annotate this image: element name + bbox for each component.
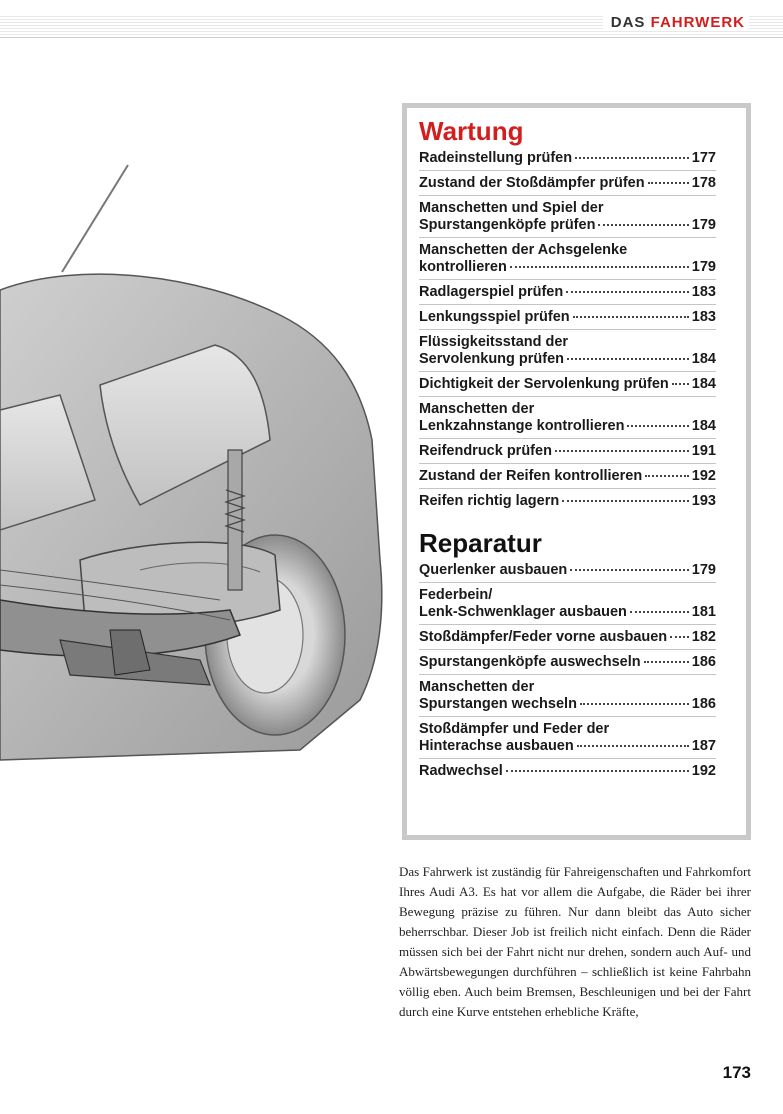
dot-leader	[627, 425, 688, 427]
section-title	[603, 14, 749, 31]
entry-separator	[419, 329, 716, 330]
entry-page-number: 178	[691, 175, 716, 191]
entry-text-line: Manschetten der Achsgelenke	[419, 242, 628, 258]
reparatur-entry[interactable]	[419, 763, 716, 780]
entry-separator	[419, 624, 716, 625]
entry-last-line	[419, 493, 716, 510]
dot-leader	[555, 450, 689, 452]
wartung-entry[interactable]	[419, 468, 716, 485]
wartung-list	[419, 150, 716, 510]
wartung-entry[interactable]	[419, 175, 716, 192]
entry-text-line: Lenkungsspiel prüfen	[419, 309, 570, 325]
entry-separator	[419, 195, 716, 196]
wartung-entry[interactable]	[419, 443, 716, 460]
entry-text-line: Lenk-Schwenklager ausbauen	[419, 604, 627, 620]
entry-text-line: Querlenker ausbauen	[419, 562, 568, 578]
dot-leader	[580, 703, 689, 705]
entry-page-number: 179	[691, 217, 716, 233]
entry-separator	[419, 438, 716, 439]
entry-separator	[419, 488, 716, 489]
entry-text-line: Stoßdämpfer/Feder vorne ausbauen	[419, 629, 668, 645]
entry-page-number: 177	[691, 150, 716, 166]
entry-text-line: Flüssigkeitsstand der	[419, 334, 569, 350]
entry-separator	[419, 716, 716, 717]
dot-leader	[648, 182, 689, 184]
dot-leader	[510, 266, 689, 268]
entry-text-line: Radlagerspiel prüfen	[419, 284, 564, 300]
contents-panel-inner	[407, 108, 746, 835]
reparatur-entry[interactable]	[419, 679, 716, 713]
wartung-entry[interactable]	[419, 150, 716, 167]
dot-leader	[577, 745, 689, 747]
wartung-entry[interactable]	[419, 376, 716, 393]
dot-leader	[645, 475, 689, 477]
dot-leader	[506, 770, 689, 772]
entry-page-number: 187	[691, 738, 716, 754]
entry-text-line: Stoßdämpfer und Feder der	[419, 721, 610, 737]
wartung-entry[interactable]	[419, 334, 716, 368]
entry-text-line: Radwechsel	[419, 763, 503, 779]
entry-text-line: Manschetten und Spiel der	[419, 200, 604, 216]
entry-separator	[419, 758, 716, 759]
entry-last-line	[419, 629, 716, 646]
entry-text-line: Servolenkung prüfen	[419, 351, 565, 367]
section-title-word2: FAHRWERK	[650, 14, 745, 31]
entry-text-line: Manschetten der	[419, 679, 535, 695]
dot-leader	[570, 569, 689, 571]
entry-last-line	[419, 309, 716, 326]
entry-last-line	[419, 284, 716, 301]
entry-page-number: 191	[691, 443, 716, 459]
entry-page-number: 182	[691, 629, 716, 645]
dot-leader	[644, 661, 689, 663]
entry-last-line	[419, 468, 716, 485]
intro-paragraph: Das Fahrwerk ist zuständig für Fahreigenschaften und Fahrkomfort Ihres Audi A3. Es hat vor allem die Aufgabe, die Räder bei ihrer Bewegung präzise zu führen. Nur dann bleibt das Auto sicher beherrschbar. Dieser Job ist freilich nicht einfach. Denn die Räder müssen sich bei der Fahrt nicht nur drehen, sondern auch Auf- und Abwärtsbewegungen durchführen – schließlich ist keine Fahrbahn völlig eben. Auch beim Bremsen, Beschleunigen und bei der Fahrt durch eine Kurve entstehen erhebliche Kräfte,	[399, 864, 751, 1019]
entry-page-number: 183	[691, 309, 716, 325]
entry-last-line	[419, 738, 716, 755]
entry-text-line: Zustand der Reifen kontrollieren	[419, 468, 643, 484]
dot-leader	[672, 383, 689, 385]
reparatur-entry[interactable]	[419, 654, 716, 671]
entry-last-line	[419, 259, 716, 276]
entry-text-line: kontrollieren	[419, 259, 507, 275]
entry-last-line	[419, 150, 716, 167]
dot-leader	[573, 316, 689, 318]
entry-page-number: 186	[691, 696, 716, 712]
entry-separator	[419, 279, 716, 280]
entry-separator	[419, 649, 716, 650]
entry-separator	[419, 396, 716, 397]
entry-last-line	[419, 763, 716, 780]
dot-leader	[562, 500, 689, 502]
reparatur-heading: Reparatur	[419, 528, 542, 558]
entry-last-line	[419, 696, 716, 713]
dot-leader	[567, 358, 689, 360]
car-suspension-illustration	[0, 140, 420, 780]
entry-last-line	[419, 217, 716, 234]
entry-text-line: Hinterachse ausbauen	[419, 738, 574, 754]
entry-text-line: Manschetten der	[419, 401, 535, 417]
entry-page-number: 183	[691, 284, 716, 300]
entry-page-number: 186	[691, 654, 716, 670]
reparatur-entry[interactable]	[419, 562, 716, 579]
page-number: 173	[722, 1063, 751, 1082]
contents-panel	[402, 103, 751, 840]
entry-last-line	[419, 443, 716, 460]
entry-last-line	[419, 351, 716, 368]
entry-last-line	[419, 175, 716, 192]
wartung-entry[interactable]	[419, 401, 716, 435]
wartung-entry[interactable]	[419, 284, 716, 301]
entry-separator	[419, 463, 716, 464]
dot-leader	[566, 291, 689, 293]
entry-last-line	[419, 418, 716, 435]
entry-separator	[419, 304, 716, 305]
entry-page-number: 184	[691, 376, 716, 392]
entry-text-line: Spurstangenköpfe auswechseln	[419, 654, 641, 670]
entry-separator	[419, 371, 716, 372]
reparatur-entry[interactable]	[419, 721, 716, 755]
dot-leader	[598, 224, 688, 226]
entry-last-line	[419, 654, 716, 671]
entry-page-number: 184	[691, 418, 716, 434]
entry-text-line: Dichtigkeit der Servolenkung prüfen	[419, 376, 669, 392]
dot-leader	[630, 611, 689, 613]
entry-separator	[419, 674, 716, 675]
reparatur-entry[interactable]	[419, 587, 716, 621]
reparatur-entry[interactable]	[419, 629, 716, 646]
entry-page-number: 192	[691, 468, 716, 484]
entry-page-number: 184	[691, 351, 716, 367]
entry-text-line: Zustand der Stoßdämpfer prüfen	[419, 175, 645, 191]
entry-page-number: 179	[691, 259, 716, 275]
entry-text-line: Federbein/	[419, 587, 493, 603]
entry-text-line: Radeinstellung prüfen	[419, 150, 573, 166]
entry-separator	[419, 170, 716, 171]
entry-last-line	[419, 562, 716, 579]
wartung-entry[interactable]	[419, 200, 716, 234]
entry-text-line: Reifen richtig lagern	[419, 493, 560, 509]
entry-separator	[419, 237, 716, 238]
wartung-entry[interactable]	[419, 493, 716, 510]
dot-leader	[670, 636, 689, 638]
entry-page-number: 193	[691, 493, 716, 509]
section-title-word1: DAS	[610, 14, 646, 31]
dot-leader	[575, 157, 689, 159]
entry-text-line: Spurstangen wechseln	[419, 696, 577, 712]
entry-text-line: Reifendruck prüfen	[419, 443, 552, 459]
wartung-heading: Wartung	[419, 116, 524, 146]
entry-text-line: Lenkzahnstange kontrollieren	[419, 418, 625, 434]
entry-text-line: Spurstangenköpfe prüfen	[419, 217, 596, 233]
wartung-entry[interactable]	[419, 309, 716, 326]
entry-page-number: 179	[691, 562, 716, 578]
reparatur-list	[419, 562, 716, 780]
entry-page-number: 181	[691, 604, 716, 620]
entry-last-line	[419, 604, 716, 621]
entry-page-number: 192	[691, 763, 716, 779]
header-rule	[0, 37, 783, 38]
wartung-entry[interactable]	[419, 242, 716, 276]
entry-last-line	[419, 376, 716, 393]
entry-separator	[419, 582, 716, 583]
